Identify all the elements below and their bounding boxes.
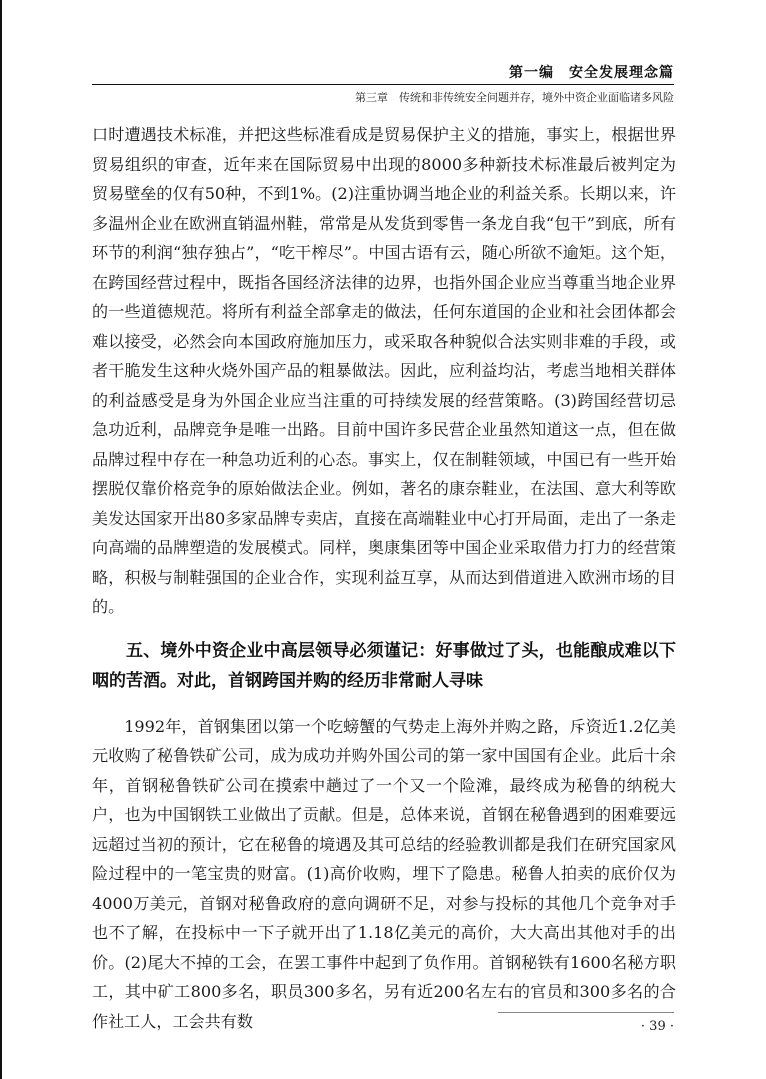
- body-paragraph: 1992年，首钢集团以第一个吃螃蟹的气势走上海外并购之路，斥资近1.2亿美元收购了秘鲁铁矿公司，成为成功并购外国公司的第一家中国国有企业。此后十余年，首钢秘鲁铁矿公司在摸索中趟过了一个又一个险滩，最终成为秘鲁的纳税大户，也为中国钢铁工业做出了贡献。但是，总体来说，首钢在秘鲁遇到的困难要远远超过当初的预计，它在秘鲁的境遇及其可总结的经验教训都是我们在研究国家风险过程中的一笔宝贵的财富。(1)高价收购，埋下了隐患。秘鲁人拍卖的底价仅为4000万美元，首钢对秘鲁政府的意向调研不足，对参与投标的其他几个竞争对手也不了解，在投标中一下子就开出了1.18亿美元的高价，大大高出其他对手的出价。(2)尾大不掉的工会，在罢工事件中起到了负作用。首钢秘铁有1600名秘方职工，其中矿工800多名，职员300多名，另有近200名左右的官员和300多名的合作社工人，工会共有数: [92, 716, 676, 1031]
- header-divider: [92, 84, 674, 85]
- running-header-part-title: 第一编 安全发展理念篇: [509, 65, 674, 81]
- footer-divider: [498, 1012, 674, 1013]
- page-body: [92, 120, 676, 1036]
- body-paragraph-continued: 口时遭遇技术标准，并把这些标准看成是贸易保护主义的措施，事实上，根据世界贸易组织的审查，近年来在国际贸易中出现的8000多种新技术标准最后被判定为贸易壁垒的仅有50种，不到1%。(2)注重协调当地企业的利益关系。长期以来，许多温州企业在欧洲直销温州鞋，常常是从发货到零售一条龙自我“包干”到底，所有环节的利润“独存独占”，“吃干榨尽”。中国古语有云，随心所欲不逾矩。这个矩，在跨国经营过程中，既指各国经济法律的边界，也指外国企业应当尊重当地企业界的一些道德规范。将所有利益全部拿走的做法，任何东道国的企业和社会团体都会难以接受，必然会向本国政府施加压力，或采取各种貌似合法实则非难的手段，或者干脆发生这种火烧外国产品的粗暴做法。因此，应利益均沾，考虑当地相关群体的利益感受是身为外国企业应当注重的可持续发展的经营策略。(3)跨国经营切忌急功近利，品牌竞争是唯一出路。目前中国许多民营企业虽然知道这一点，但在做品牌过程中存在一种急功近利的心态。事实上，仅在制鞋领域，中国已有一些开始摆脱仅靠价格竞争的原始做法企业。例如，著名的康奈鞋业，在法国、意大利等欧美发达国家开出80多家品牌专卖店，直接在高端鞋业中心打开局面，走出了一条走向高端的品牌塑造的发展模式。同样，奥康集团等中国企业采取借力打力的经营策略，积极与制鞋强国的企业合作，实现利益互享，从而达到借道进入欧洲市场的目的。: [92, 125, 676, 616]
- page-edge-rule: [0, 0, 2, 1079]
- running-header-chapter-title: 第三章 传统和非传统安全问题并存，境外中资企业面临诸多风险: [355, 91, 674, 104]
- section-heading: 五、境外中资企业中高层领导必须谨记：好事做过了头，也能酿成难以下咽的苦酒。对此，首钢跨国并购的经历非常耐人寻味: [92, 640, 676, 691]
- page-number: · 39 ·: [640, 1019, 674, 1034]
